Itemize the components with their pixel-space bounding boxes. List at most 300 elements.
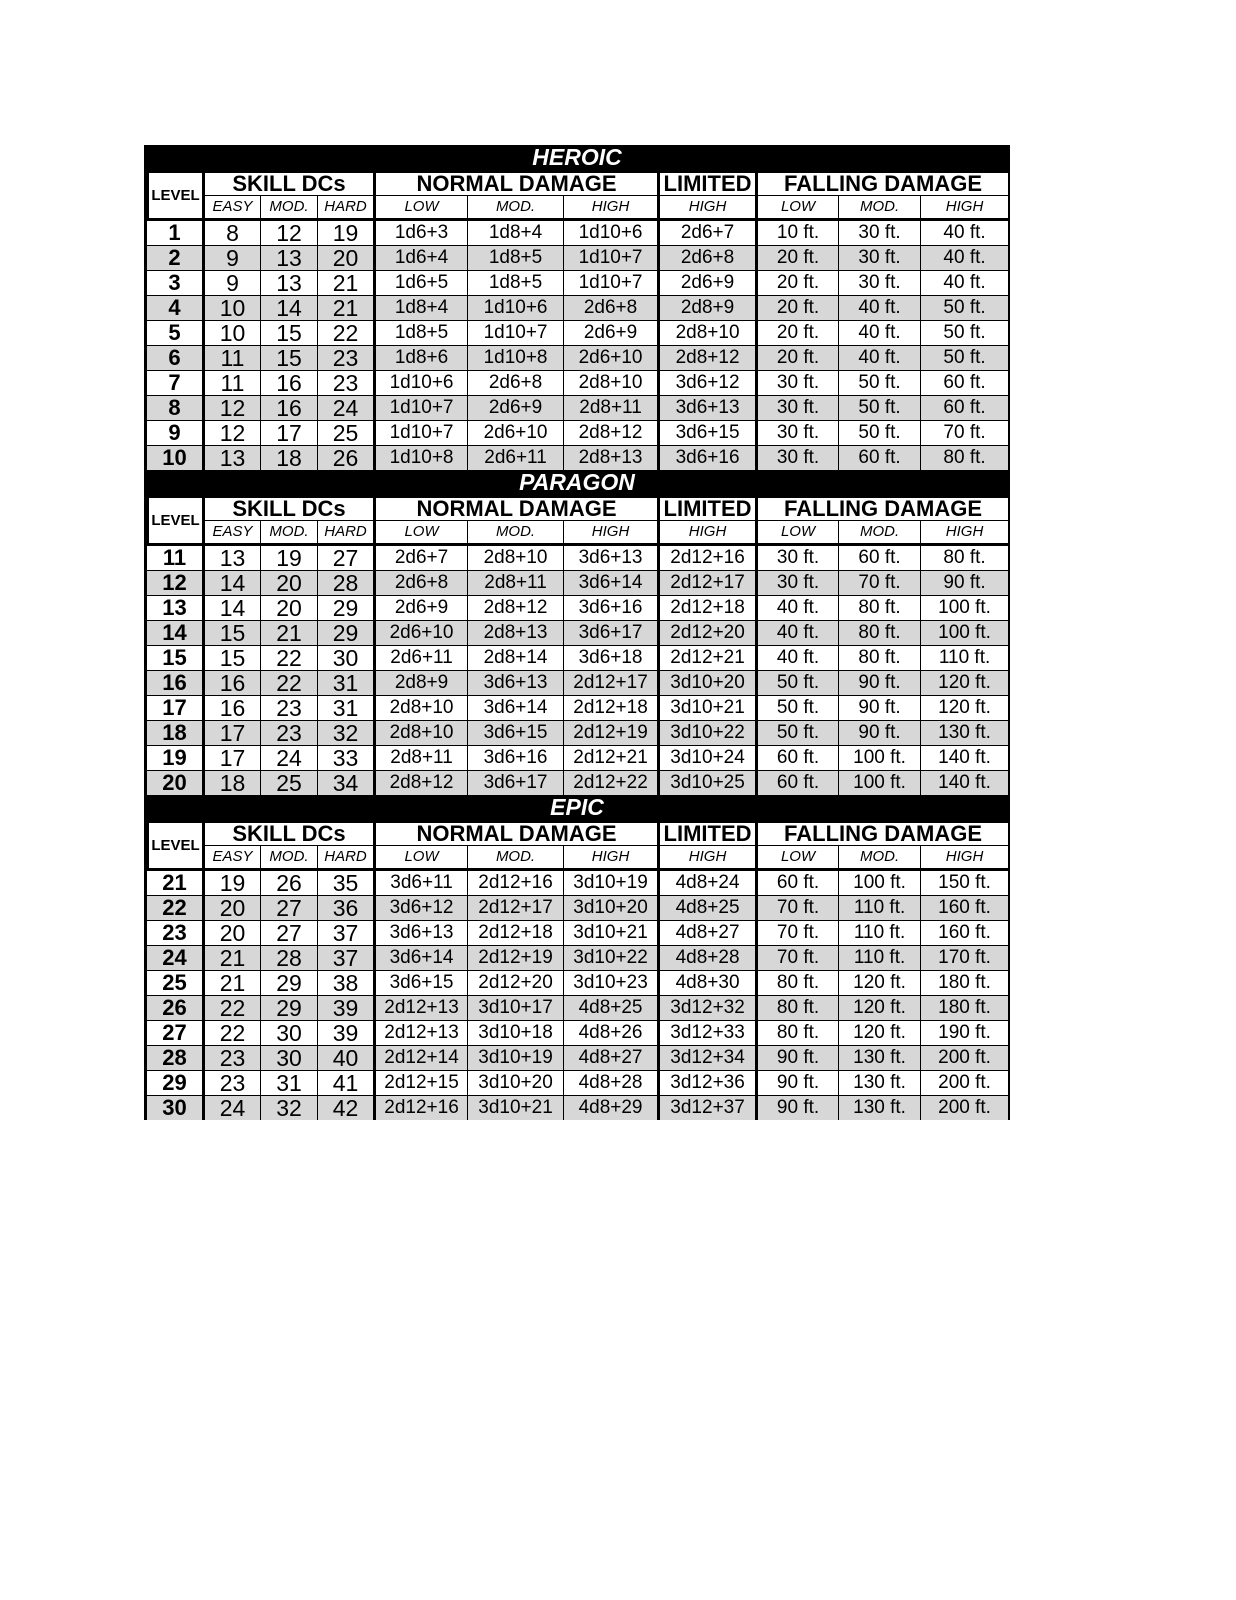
mod-damage-cell: 2d8+11 — [467, 570, 563, 595]
level-cell: 13 — [146, 595, 202, 620]
fall-low-cell: 30 ft. — [755, 395, 838, 420]
sub-header-row — [146, 845, 1008, 868]
tier-heroic — [144, 145, 1010, 470]
mod-dc-cell: 22 — [260, 670, 317, 695]
hard-dc-cell: 42 — [317, 1095, 373, 1120]
low-damage-cell: 2d12+15 — [373, 1070, 467, 1095]
high-damage-cell: 1d10+7 — [563, 270, 657, 295]
sub-header-mod: MOD. — [838, 195, 920, 218]
mod-dc-cell: 21 — [260, 620, 317, 645]
sub-header-mod: MOD. — [260, 195, 317, 218]
fall-low-cell: 90 ft. — [755, 1070, 838, 1095]
group-header-row — [146, 170, 1008, 195]
easy-dc-cell: 16 — [202, 695, 260, 720]
high-damage-cell: 2d12+18 — [563, 695, 657, 720]
mod-dc-cell: 13 — [260, 245, 317, 270]
sub-header-mod: MOD. — [467, 845, 563, 868]
fall-low-cell: 80 ft. — [755, 1020, 838, 1045]
sub-header-mod: MOD. — [467, 195, 563, 218]
high-damage-cell: 3d10+23 — [563, 970, 657, 995]
easy-dc-cell: 15 — [202, 620, 260, 645]
hard-dc-cell: 31 — [317, 670, 373, 695]
level-cell: 3 — [146, 270, 202, 295]
mod-damage-cell: 3d10+19 — [467, 1045, 563, 1070]
fall-low-cell: 30 ft. — [755, 420, 838, 445]
level-cell: 4 — [146, 295, 202, 320]
easy-dc-cell: 8 — [202, 218, 260, 245]
fall-low-cell: 40 ft. — [755, 595, 838, 620]
fall-mod-cell: 90 ft. — [838, 695, 920, 720]
low-damage-cell: 3d6+15 — [373, 970, 467, 995]
high-damage-cell: 3d10+21 — [563, 920, 657, 945]
limited-high-cell: 2d8+9 — [657, 295, 755, 320]
table-row — [146, 445, 1008, 470]
mod-dc-cell: 31 — [260, 1070, 317, 1095]
fall-low-cell: 20 ft. — [755, 345, 838, 370]
low-damage-cell: 2d6+9 — [373, 595, 467, 620]
fall-mod-cell: 130 ft. — [838, 1095, 920, 1120]
table-row — [146, 1070, 1008, 1095]
high-damage-cell: 3d6+13 — [563, 543, 657, 570]
mod-dc-cell: 30 — [260, 1045, 317, 1070]
table-row — [146, 1020, 1008, 1045]
mod-damage-cell: 2d12+19 — [467, 945, 563, 970]
fall-high-cell: 200 ft. — [920, 1070, 1008, 1095]
tier-table — [146, 820, 1008, 1120]
skill-dcs-header: SKILL DCs — [202, 495, 373, 520]
fall-high-cell: 50 ft. — [920, 320, 1008, 345]
sub-header-row — [146, 195, 1008, 218]
hard-dc-cell: 30 — [317, 645, 373, 670]
hard-dc-cell: 35 — [317, 868, 373, 895]
sub-header-hard: HARD — [317, 520, 373, 543]
mod-damage-cell: 1d8+5 — [467, 245, 563, 270]
high-damage-cell: 2d6+8 — [563, 295, 657, 320]
high-damage-cell: 2d6+10 — [563, 345, 657, 370]
fall-high-cell: 40 ft. — [920, 218, 1008, 245]
limited-high-cell: 4d8+30 — [657, 970, 755, 995]
fall-mod-cell: 70 ft. — [838, 570, 920, 595]
sub-header-low: LOW — [373, 845, 467, 868]
fall-mod-cell: 50 ft. — [838, 395, 920, 420]
high-damage-cell: 4d8+27 — [563, 1045, 657, 1070]
mod-damage-cell: 2d12+16 — [467, 868, 563, 895]
fall-low-cell: 50 ft. — [755, 670, 838, 695]
level-cell: 23 — [146, 920, 202, 945]
limited-high-cell: 2d8+12 — [657, 345, 755, 370]
hard-dc-cell: 29 — [317, 620, 373, 645]
sub-header-high: HIGH — [563, 195, 657, 218]
high-damage-cell: 2d8+10 — [563, 370, 657, 395]
hard-dc-cell: 24 — [317, 395, 373, 420]
mod-damage-cell: 2d8+12 — [467, 595, 563, 620]
hard-dc-cell: 36 — [317, 895, 373, 920]
low-damage-cell: 1d8+5 — [373, 320, 467, 345]
tier-title: HEROIC — [532, 144, 622, 170]
high-damage-cell: 3d10+22 — [563, 945, 657, 970]
mod-dc-cell: 16 — [260, 370, 317, 395]
fall-mod-cell: 60 ft. — [838, 445, 920, 470]
mod-dc-cell: 24 — [260, 745, 317, 770]
hard-dc-cell: 27 — [317, 543, 373, 570]
mod-dc-cell: 16 — [260, 395, 317, 420]
fall-high-cell: 180 ft. — [920, 970, 1008, 995]
fall-high-cell: 130 ft. — [920, 720, 1008, 745]
fall-high-cell: 160 ft. — [920, 895, 1008, 920]
sub-header-low: LOW — [373, 520, 467, 543]
easy-dc-cell: 21 — [202, 970, 260, 995]
falling-damage-header: FALLING DAMAGE — [755, 495, 1008, 520]
table-row — [146, 695, 1008, 720]
high-damage-cell: 4d8+28 — [563, 1070, 657, 1095]
fall-low-cell: 20 ft. — [755, 270, 838, 295]
mod-dc-cell: 14 — [260, 295, 317, 320]
easy-dc-cell: 23 — [202, 1045, 260, 1070]
mod-damage-cell: 1d8+4 — [467, 218, 563, 245]
hard-dc-cell: 31 — [317, 695, 373, 720]
level-cell: 29 — [146, 1070, 202, 1095]
low-damage-cell: 1d10+8 — [373, 445, 467, 470]
easy-dc-cell: 24 — [202, 1095, 260, 1120]
tier-epic — [144, 795, 1010, 1120]
limited-high-cell: 3d12+32 — [657, 995, 755, 1020]
hard-dc-cell: 39 — [317, 1020, 373, 1045]
fall-high-cell: 50 ft. — [920, 295, 1008, 320]
table-row — [146, 245, 1008, 270]
easy-dc-cell: 11 — [202, 370, 260, 395]
sub-header-high: HIGH — [563, 520, 657, 543]
limited-high-cell: 3d6+15 — [657, 420, 755, 445]
easy-dc-cell: 12 — [202, 420, 260, 445]
table-row — [146, 370, 1008, 395]
fall-low-cell: 60 ft. — [755, 770, 838, 795]
level-header: LEVEL — [146, 820, 202, 868]
fall-mod-cell: 80 ft. — [838, 595, 920, 620]
mod-dc-cell: 13 — [260, 270, 317, 295]
low-damage-cell: 1d10+7 — [373, 395, 467, 420]
mod-damage-cell: 1d10+6 — [467, 295, 563, 320]
fall-low-cell: 40 ft. — [755, 645, 838, 670]
table-row — [146, 270, 1008, 295]
limited-header: LIMITED — [657, 820, 755, 845]
fall-high-cell: 50 ft. — [920, 345, 1008, 370]
level-cell: 26 — [146, 995, 202, 1020]
sub-header-low: LOW — [755, 845, 838, 868]
mod-dc-cell: 18 — [260, 445, 317, 470]
hard-dc-cell: 28 — [317, 570, 373, 595]
mod-damage-cell: 2d6+10 — [467, 420, 563, 445]
high-damage-cell: 2d8+13 — [563, 445, 657, 470]
mod-dc-cell: 32 — [260, 1095, 317, 1120]
easy-dc-cell: 21 — [202, 945, 260, 970]
sub-header-low: LOW — [755, 520, 838, 543]
fall-mod-cell: 30 ft. — [838, 270, 920, 295]
low-damage-cell: 2d6+11 — [373, 645, 467, 670]
easy-dc-cell: 17 — [202, 745, 260, 770]
fall-high-cell: 80 ft. — [920, 543, 1008, 570]
hard-dc-cell: 19 — [317, 218, 373, 245]
sub-header-high: HIGH — [657, 520, 755, 543]
easy-dc-cell: 13 — [202, 543, 260, 570]
low-damage-cell: 1d6+4 — [373, 245, 467, 270]
fall-mod-cell: 120 ft. — [838, 970, 920, 995]
limited-high-cell: 3d12+37 — [657, 1095, 755, 1120]
fall-low-cell: 30 ft. — [755, 543, 838, 570]
falling-damage-header: FALLING DAMAGE — [755, 170, 1008, 195]
sub-header-row — [146, 520, 1008, 543]
limited-high-cell: 3d12+34 — [657, 1045, 755, 1070]
fall-high-cell: 150 ft. — [920, 868, 1008, 895]
fall-mod-cell: 90 ft. — [838, 670, 920, 695]
fall-low-cell: 30 ft. — [755, 370, 838, 395]
low-damage-cell: 2d8+11 — [373, 745, 467, 770]
fall-mod-cell: 100 ft. — [838, 770, 920, 795]
low-damage-cell: 1d8+6 — [373, 345, 467, 370]
normal-damage-header: NORMAL DAMAGE — [373, 495, 657, 520]
level-cell: 19 — [146, 745, 202, 770]
mod-dc-cell: 20 — [260, 570, 317, 595]
limited-high-cell: 3d6+12 — [657, 370, 755, 395]
sub-header-high: HIGH — [920, 195, 1008, 218]
fall-high-cell: 170 ft. — [920, 945, 1008, 970]
fall-high-cell: 100 ft. — [920, 595, 1008, 620]
fall-low-cell: 70 ft. — [755, 895, 838, 920]
table-row — [146, 345, 1008, 370]
fall-low-cell: 90 ft. — [755, 1095, 838, 1120]
easy-dc-cell: 18 — [202, 770, 260, 795]
hard-dc-cell: 25 — [317, 420, 373, 445]
level-header: LEVEL — [146, 495, 202, 543]
limited-high-cell: 3d6+16 — [657, 445, 755, 470]
low-damage-cell: 2d8+10 — [373, 695, 467, 720]
level-cell: 20 — [146, 770, 202, 795]
fall-high-cell: 160 ft. — [920, 920, 1008, 945]
fall-high-cell: 110 ft. — [920, 645, 1008, 670]
level-cell: 1 — [146, 218, 202, 245]
fall-mod-cell: 60 ft. — [838, 543, 920, 570]
table-row — [146, 320, 1008, 345]
sub-header-low: LOW — [755, 195, 838, 218]
fall-mod-cell: 30 ft. — [838, 245, 920, 270]
limited-high-cell: 4d8+28 — [657, 945, 755, 970]
easy-dc-cell: 22 — [202, 995, 260, 1020]
fall-mod-cell: 120 ft. — [838, 1020, 920, 1045]
low-damage-cell: 2d8+12 — [373, 770, 467, 795]
high-damage-cell: 3d6+17 — [563, 620, 657, 645]
easy-dc-cell: 16 — [202, 670, 260, 695]
table-row — [146, 218, 1008, 245]
hard-dc-cell: 40 — [317, 1045, 373, 1070]
limited-high-cell: 3d10+22 — [657, 720, 755, 745]
fall-high-cell: 40 ft. — [920, 270, 1008, 295]
mod-dc-cell: 29 — [260, 995, 317, 1020]
sub-header-mod: MOD. — [260, 520, 317, 543]
hard-dc-cell: 41 — [317, 1070, 373, 1095]
easy-dc-cell: 9 — [202, 270, 260, 295]
fall-high-cell: 100 ft. — [920, 620, 1008, 645]
mod-damage-cell: 2d12+18 — [467, 920, 563, 945]
easy-dc-cell: 9 — [202, 245, 260, 270]
hard-dc-cell: 39 — [317, 995, 373, 1020]
mod-dc-cell: 30 — [260, 1020, 317, 1045]
fall-high-cell: 120 ft. — [920, 695, 1008, 720]
fall-high-cell: 40 ft. — [920, 245, 1008, 270]
fall-low-cell: 20 ft. — [755, 245, 838, 270]
level-header: LEVEL — [146, 170, 202, 218]
fall-mod-cell: 100 ft. — [838, 745, 920, 770]
easy-dc-cell: 14 — [202, 570, 260, 595]
mod-dc-cell: 26 — [260, 868, 317, 895]
sub-header-easy: EASY — [202, 195, 260, 218]
mod-damage-cell: 2d6+8 — [467, 370, 563, 395]
high-damage-cell: 3d6+14 — [563, 570, 657, 595]
mod-dc-cell: 12 — [260, 218, 317, 245]
low-damage-cell: 1d8+4 — [373, 295, 467, 320]
fall-high-cell: 90 ft. — [920, 570, 1008, 595]
sub-header-hard: HARD — [317, 845, 373, 868]
mod-damage-cell: 3d6+14 — [467, 695, 563, 720]
mod-dc-cell: 29 — [260, 970, 317, 995]
high-damage-cell: 3d10+19 — [563, 868, 657, 895]
table-row — [146, 868, 1008, 895]
easy-dc-cell: 13 — [202, 445, 260, 470]
level-cell: 25 — [146, 970, 202, 995]
table-row — [146, 670, 1008, 695]
level-cell: 7 — [146, 370, 202, 395]
table-row — [146, 720, 1008, 745]
mod-damage-cell: 2d12+17 — [467, 895, 563, 920]
high-damage-cell: 2d6+9 — [563, 320, 657, 345]
fall-high-cell: 140 ft. — [920, 745, 1008, 770]
level-cell: 18 — [146, 720, 202, 745]
low-damage-cell: 1d10+6 — [373, 370, 467, 395]
hard-dc-cell: 23 — [317, 345, 373, 370]
easy-dc-cell: 20 — [202, 920, 260, 945]
fall-mod-cell: 100 ft. — [838, 868, 920, 895]
reference-table — [144, 145, 1010, 1120]
fall-low-cell: 10 ft. — [755, 218, 838, 245]
low-damage-cell: 3d6+14 — [373, 945, 467, 970]
fall-low-cell: 20 ft. — [755, 320, 838, 345]
mod-damage-cell: 3d10+21 — [467, 1095, 563, 1120]
limited-high-cell: 3d10+25 — [657, 770, 755, 795]
fall-high-cell: 180 ft. — [920, 995, 1008, 1020]
level-cell: 12 — [146, 570, 202, 595]
sub-header-hard: HARD — [317, 195, 373, 218]
low-damage-cell: 1d6+5 — [373, 270, 467, 295]
easy-dc-cell: 19 — [202, 868, 260, 895]
sub-header-mod: MOD. — [838, 520, 920, 543]
normal-damage-header: NORMAL DAMAGE — [373, 170, 657, 195]
limited-high-cell: 4d8+27 — [657, 920, 755, 945]
fall-mod-cell: 90 ft. — [838, 720, 920, 745]
fall-high-cell: 190 ft. — [920, 1020, 1008, 1045]
mod-dc-cell: 20 — [260, 595, 317, 620]
low-damage-cell: 2d12+16 — [373, 1095, 467, 1120]
high-damage-cell: 1d10+6 — [563, 218, 657, 245]
table-row — [146, 620, 1008, 645]
limited-high-cell: 3d10+20 — [657, 670, 755, 695]
high-damage-cell: 2d12+19 — [563, 720, 657, 745]
limited-high-cell: 3d10+24 — [657, 745, 755, 770]
level-cell: 9 — [146, 420, 202, 445]
mod-damage-cell: 3d6+16 — [467, 745, 563, 770]
limited-high-cell: 2d8+10 — [657, 320, 755, 345]
easy-dc-cell: 14 — [202, 595, 260, 620]
high-damage-cell: 2d8+11 — [563, 395, 657, 420]
hard-dc-cell: 22 — [317, 320, 373, 345]
mod-dc-cell: 15 — [260, 345, 317, 370]
low-damage-cell: 2d8+9 — [373, 670, 467, 695]
high-damage-cell: 4d8+26 — [563, 1020, 657, 1045]
limited-high-cell: 2d12+16 — [657, 543, 755, 570]
fall-high-cell: 120 ft. — [920, 670, 1008, 695]
low-damage-cell: 2d12+13 — [373, 995, 467, 1020]
sub-header-easy: EASY — [202, 520, 260, 543]
low-damage-cell: 1d6+3 — [373, 218, 467, 245]
fall-low-cell: 70 ft. — [755, 920, 838, 945]
mod-damage-cell: 2d12+20 — [467, 970, 563, 995]
mod-dc-cell: 27 — [260, 920, 317, 945]
mod-damage-cell: 2d6+9 — [467, 395, 563, 420]
table-row — [146, 995, 1008, 1020]
fall-mod-cell: 110 ft. — [838, 920, 920, 945]
easy-dc-cell: 15 — [202, 645, 260, 670]
high-damage-cell: 2d12+17 — [563, 670, 657, 695]
limited-high-cell: 3d12+36 — [657, 1070, 755, 1095]
mod-damage-cell: 3d10+18 — [467, 1020, 563, 1045]
low-damage-cell: 2d6+10 — [373, 620, 467, 645]
table-row — [146, 1095, 1008, 1120]
table-row — [146, 645, 1008, 670]
mod-damage-cell: 2d8+14 — [467, 645, 563, 670]
limited-high-cell: 2d12+18 — [657, 595, 755, 620]
fall-mod-cell: 40 ft. — [838, 295, 920, 320]
easy-dc-cell: 12 — [202, 395, 260, 420]
mod-damage-cell: 1d10+7 — [467, 320, 563, 345]
level-cell: 24 — [146, 945, 202, 970]
easy-dc-cell: 11 — [202, 345, 260, 370]
limited-header: LIMITED — [657, 495, 755, 520]
high-damage-cell: 3d10+20 — [563, 895, 657, 920]
hard-dc-cell: 37 — [317, 945, 373, 970]
mod-damage-cell: 3d6+17 — [467, 770, 563, 795]
fall-high-cell: 70 ft. — [920, 420, 1008, 445]
limited-high-cell: 2d6+7 — [657, 218, 755, 245]
hard-dc-cell: 37 — [317, 920, 373, 945]
easy-dc-cell: 22 — [202, 1020, 260, 1045]
level-cell: 10 — [146, 445, 202, 470]
table-row — [146, 745, 1008, 770]
limited-high-cell: 2d12+20 — [657, 620, 755, 645]
high-damage-cell: 2d12+21 — [563, 745, 657, 770]
low-damage-cell: 2d12+14 — [373, 1045, 467, 1070]
easy-dc-cell: 10 — [202, 320, 260, 345]
limited-high-cell: 3d12+33 — [657, 1020, 755, 1045]
mod-damage-cell: 3d10+17 — [467, 995, 563, 1020]
level-cell: 30 — [146, 1095, 202, 1120]
table-row — [146, 295, 1008, 320]
hard-dc-cell: 21 — [317, 270, 373, 295]
table-row — [146, 395, 1008, 420]
tier-title: EPIC — [550, 794, 604, 820]
mod-dc-cell: 28 — [260, 945, 317, 970]
group-header-row — [146, 495, 1008, 520]
limited-high-cell: 4d8+25 — [657, 895, 755, 920]
fall-low-cell: 80 ft. — [755, 970, 838, 995]
mod-dc-cell: 27 — [260, 895, 317, 920]
mod-dc-cell: 15 — [260, 320, 317, 345]
